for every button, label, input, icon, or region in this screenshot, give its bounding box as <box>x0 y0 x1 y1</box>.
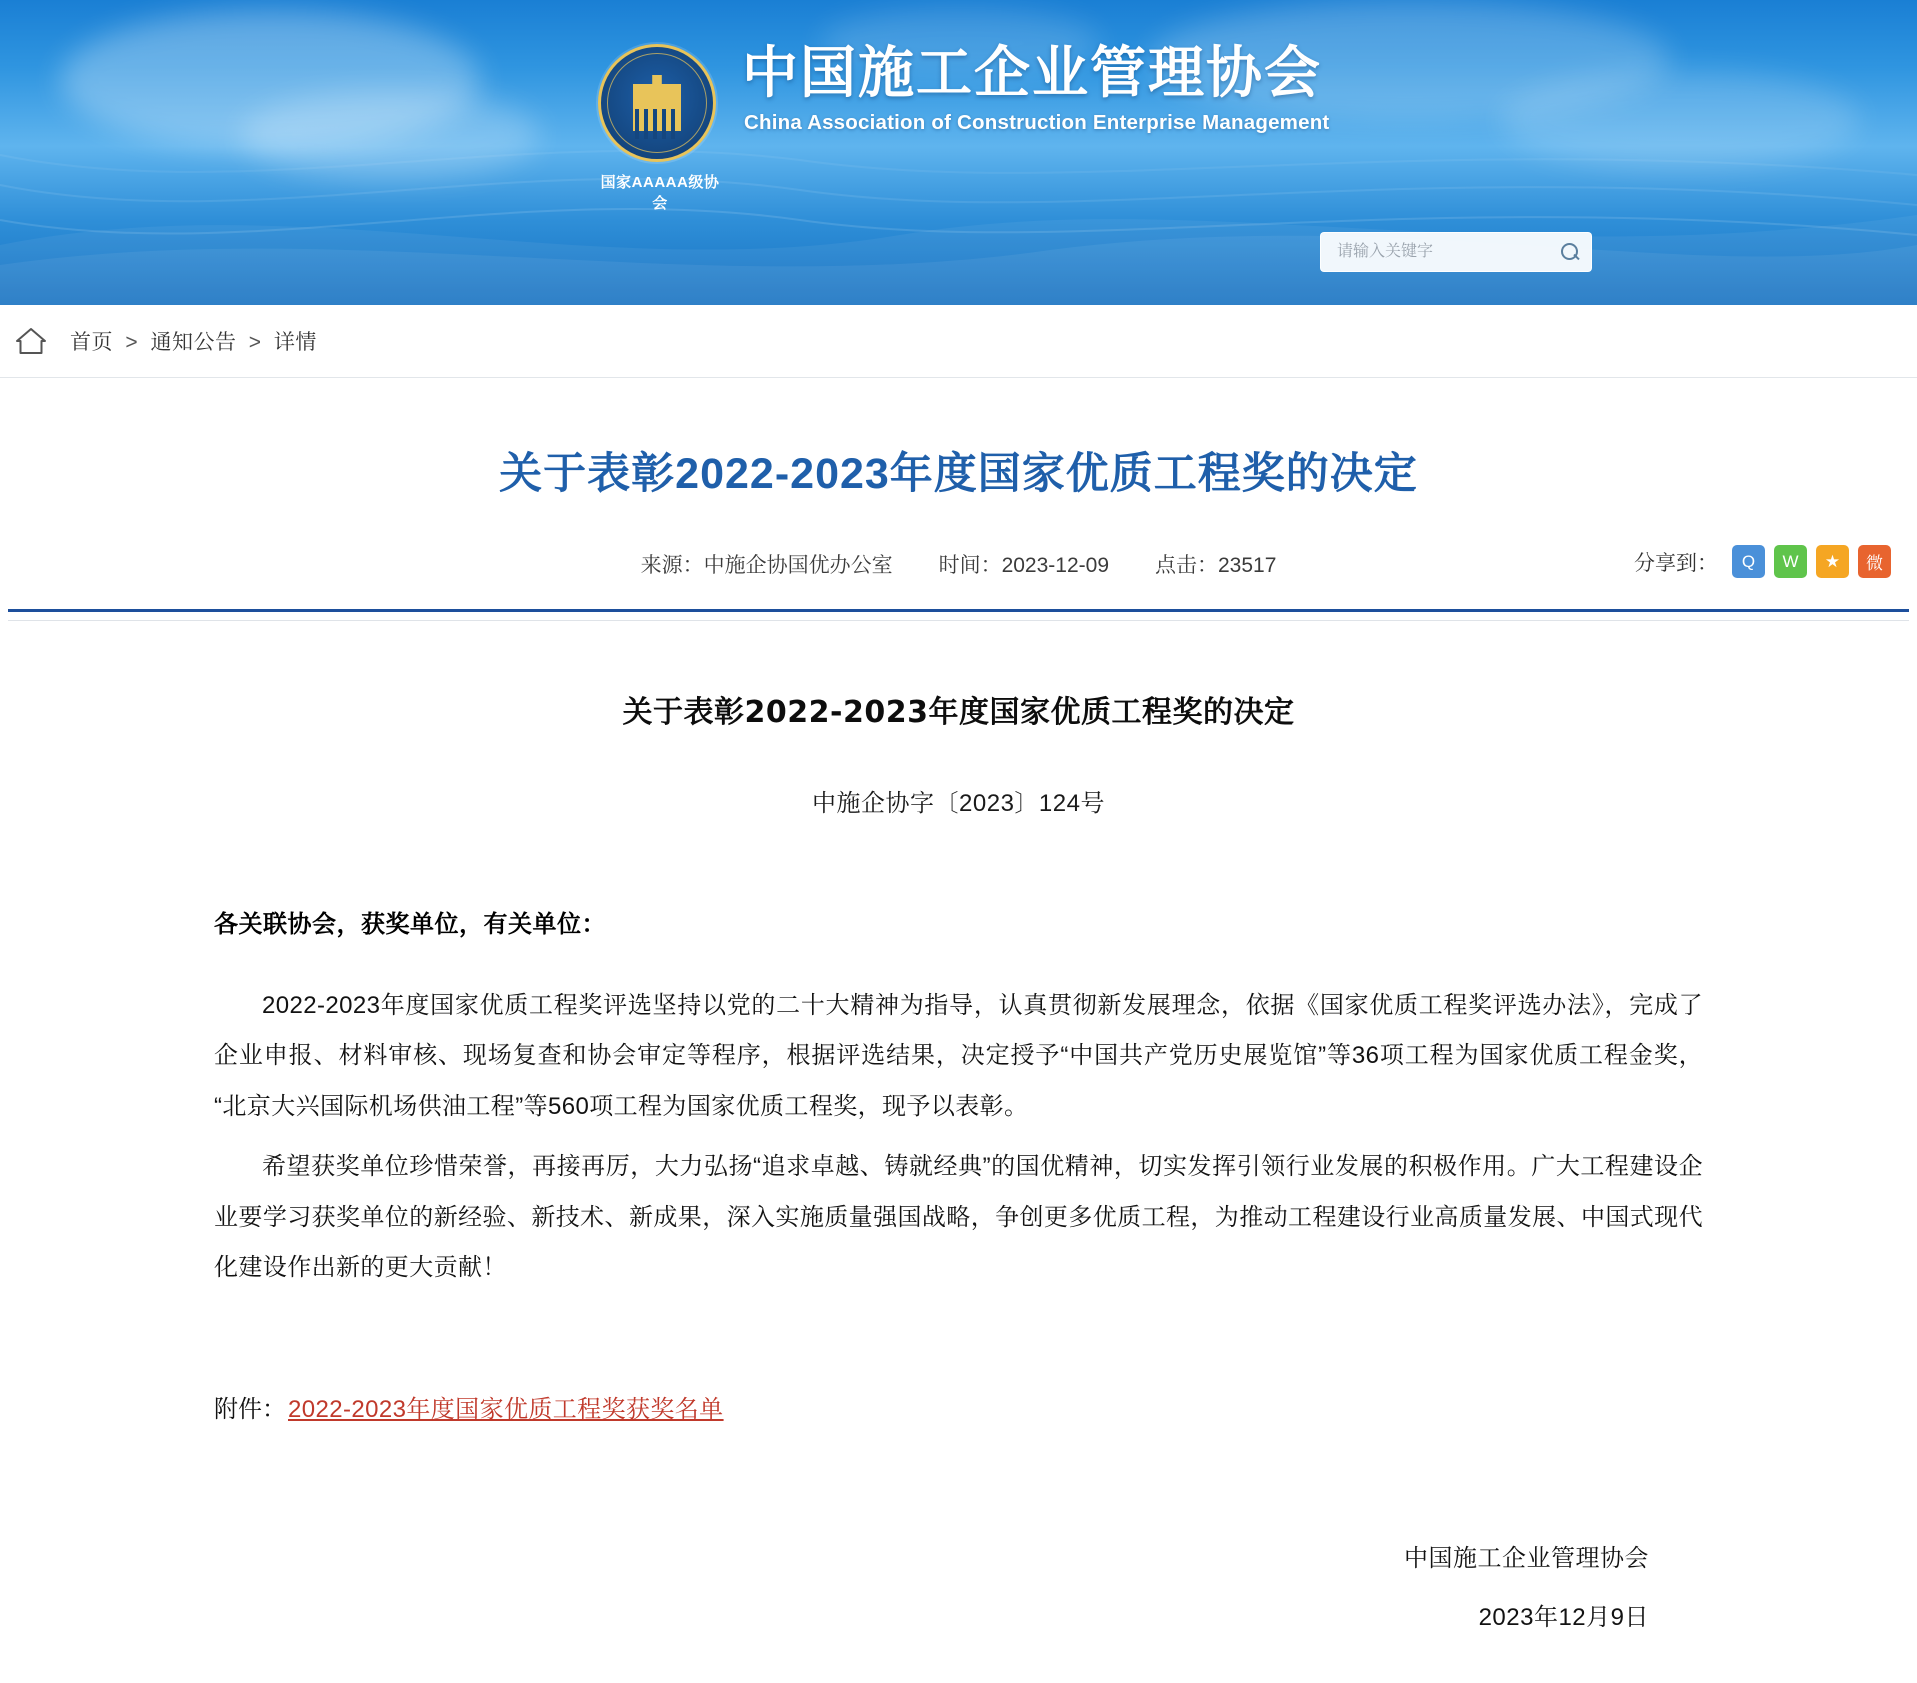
share-block <box>1634 545 1891 578</box>
weibo-share-icon[interactable]: 微 <box>1858 545 1891 578</box>
site-banner <box>0 0 1917 305</box>
breadcrumb <box>0 305 1917 378</box>
breadcrumb-item-detail: 详情 <box>273 331 317 354</box>
search-input[interactable] <box>1335 242 1559 262</box>
attachment-link[interactable]: 2022-2023年度国家优质工程奖获奖名单 <box>288 1396 724 1424</box>
article-document-number: 中施企协字〔2023〕124号 <box>812 790 1105 817</box>
article-body <box>8 621 1909 1683</box>
signature-organization: 中国施工企业管理协会 <box>1404 1545 1649 1573</box>
meta-time-value: 2023-12-09 <box>1001 554 1109 577</box>
site-logo-block[interactable] <box>598 41 1330 212</box>
page-title: 关于表彰2022-2023年度国家优质工程奖的决定 <box>499 450 1418 498</box>
signature-date: 2023年12月9日 <box>1478 1603 1649 1631</box>
favorite-share-icon[interactable]: ★ <box>1816 545 1849 578</box>
meta-time <box>939 549 1109 579</box>
home-icon[interactable] <box>14 325 48 357</box>
search-icon[interactable] <box>1559 241 1581 263</box>
breadcrumb-separator: > <box>248 331 262 354</box>
search-box[interactable] <box>1320 232 1592 272</box>
site-title-en: China Association of Construction Enterprise Management <box>744 110 1330 134</box>
meta-clicks-value: 23517 <box>1218 554 1277 577</box>
association-seal-icon <box>598 44 720 212</box>
article-card <box>0 378 1917 1683</box>
meta-clicks-label: 点击： <box>1155 554 1218 577</box>
meta-source-value: 中施企协国优办公室 <box>703 554 893 577</box>
breadcrumb-separator: > <box>125 331 139 354</box>
signature-block <box>118 1534 1799 1643</box>
meta-source-label: 来源： <box>640 554 704 577</box>
article-paragraph: 2022-2023年度国家优质工程奖评选坚持以党的二十大精神为指导，认真贯彻新发展理念，依据《国家优质工程奖评选办法》，完成了企业申报、材料审核、现场复查和协会审定等程序，根据评选结果，决定授予“中国共产党历史展览馆”等36项工程为国家优质工程金奖，“北京大兴国际机场供油工程”等560项工程为国家优质工程奖，现予以表彰。 <box>214 992 1703 1120</box>
seal-base-lines <box>635 109 679 139</box>
share-icon-list <box>1732 545 1891 578</box>
wechat-share-icon[interactable]: W <box>1774 545 1807 578</box>
article-paragraph: 希望获奖单位珍惜荣誉，再接再厉，大力弘扬“追求卓越、铸就经典”的国优精神，切实发挥引领行业发展的积极作用。广大工程建设企业要学习获奖单位的新经验、新技术、新成果，深入实施质量强国战略，争创更多优质工程，为推动工程建设行业高质量发展、中国式现代化建设作出新的更大贡献！ <box>214 1153 1703 1281</box>
breadcrumb-items <box>70 326 317 356</box>
page-content <box>0 378 1917 1683</box>
qq-share-icon[interactable]: Q <box>1732 545 1765 578</box>
article-title: 关于表彰2022-2023年度国家优质工程奖的决定 <box>622 695 1295 730</box>
article-meta <box>8 549 1909 609</box>
document-header <box>8 378 1909 612</box>
share-label: 分享到： <box>1634 551 1718 575</box>
breadcrumb-item-notice[interactable]: 通知公告 <box>150 331 237 354</box>
bottom-spacer <box>118 1643 1799 1683</box>
article-salutation: 各关联协会，获奖单位，有关单位： <box>214 911 606 938</box>
meta-source <box>641 549 893 579</box>
site-title-cn: 中国施工企业管理协会 <box>742 41 1322 104</box>
attachment-label: 附件： <box>214 1396 286 1424</box>
attachment-row <box>214 1389 1799 1424</box>
meta-clicks <box>1155 549 1276 579</box>
meta-time-label: 时间： <box>938 554 1002 577</box>
seal-caption: 国家AAAAA级协会 <box>600 174 720 212</box>
breadcrumb-item-home[interactable]: 首页 <box>70 331 113 354</box>
